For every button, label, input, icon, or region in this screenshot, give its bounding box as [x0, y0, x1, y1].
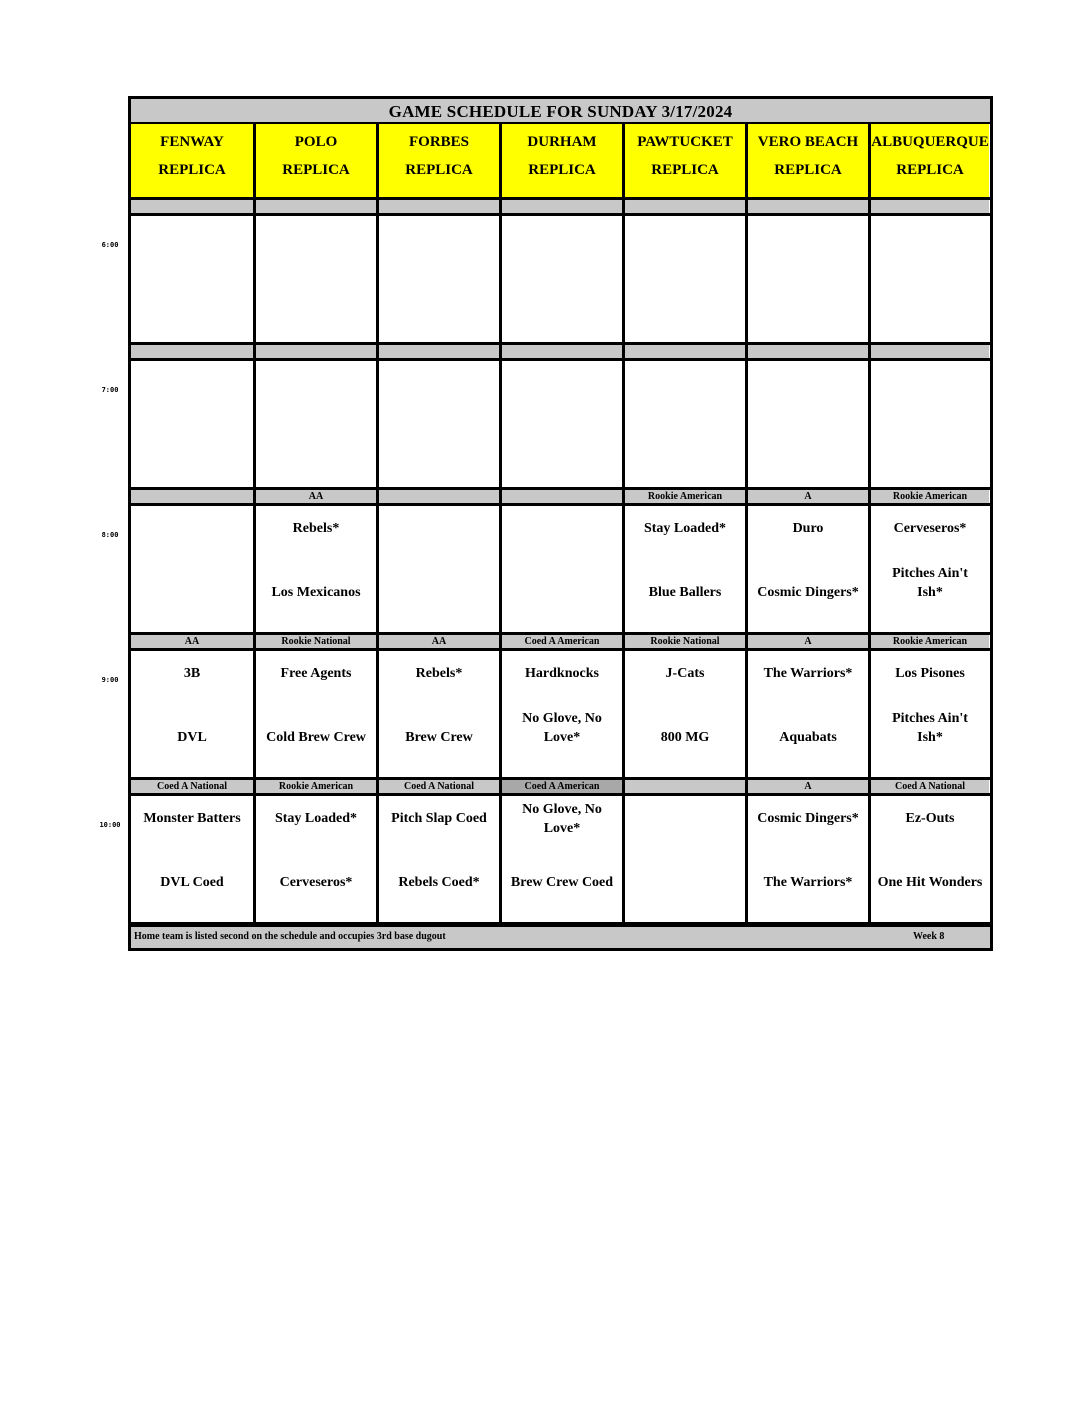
division-label — [131, 345, 253, 358]
away-team: Free Agents — [280, 666, 352, 681]
division-label: A — [748, 780, 868, 793]
venue-header — [131, 124, 253, 198]
home-team: Brew Crew — [405, 730, 473, 745]
division-label: Coed A American — [502, 635, 622, 648]
footer-note: Home team is listed second on the schedule and occupies 3rd base dugout — [134, 931, 446, 942]
venue-header — [625, 124, 745, 198]
time-label: 10:00 — [99, 821, 121, 829]
home-team: Aquabats — [779, 730, 837, 745]
division-label — [502, 490, 622, 503]
division-label — [871, 345, 989, 358]
venue-subtitle: REPLICA — [528, 162, 596, 178]
game-cell — [871, 796, 989, 920]
home-team: No Glove, No Love* — [522, 711, 602, 745]
game-cell — [748, 796, 868, 920]
away-team: Duro — [792, 521, 824, 536]
game-cell — [256, 506, 376, 630]
division-label: Coed A National — [871, 780, 989, 793]
venue-name: FENWAY — [160, 134, 224, 150]
venue-subtitle: REPLICA — [774, 162, 842, 178]
game-cell — [379, 651, 499, 775]
home-team: Pitches Ain't Ish* — [892, 566, 968, 600]
game-cell — [748, 361, 868, 485]
division-label — [625, 200, 745, 213]
division-label: AA — [256, 490, 376, 503]
home-team: Brew Crew Coed — [510, 875, 614, 890]
away-team: Rebels* — [415, 666, 463, 681]
game-cell — [379, 361, 499, 485]
away-team: Hardknocks — [525, 666, 599, 681]
game-cell — [131, 361, 253, 485]
away-team: Stay Loaded* — [643, 521, 727, 536]
game-cell — [502, 651, 622, 775]
division-label — [748, 200, 868, 213]
game-cell — [131, 506, 253, 630]
game-cell — [379, 796, 499, 920]
game-cell — [871, 506, 989, 630]
venue-header — [256, 124, 376, 198]
venue-name: ALBUQUERQUE — [871, 134, 989, 150]
away-team: Monster Batters — [143, 811, 241, 826]
venue-subtitle: REPLICA — [158, 162, 226, 178]
division-label: Rookie National — [625, 635, 745, 648]
game-cell — [748, 506, 868, 630]
game-cell — [256, 361, 376, 485]
division-label: Rookie American — [256, 780, 376, 793]
game-cell — [625, 216, 745, 340]
home-team: 800 MG — [660, 730, 710, 745]
away-team: Cosmic Dingers* — [757, 811, 859, 826]
time-label: 9:00 — [101, 676, 119, 684]
division-label — [625, 345, 745, 358]
away-team: Stay Loaded* — [274, 811, 358, 826]
time-label: 8:00 — [101, 531, 119, 539]
home-team: Cold Brew Crew — [266, 730, 366, 745]
game-cell — [748, 651, 868, 775]
schedule-footer — [131, 925, 990, 948]
venue-header — [502, 124, 622, 198]
game-cell — [625, 651, 745, 775]
game-cell — [379, 506, 499, 630]
division-label: A — [748, 490, 868, 503]
game-cell — [131, 216, 253, 340]
away-team: J-Cats — [665, 666, 705, 681]
game-cell — [256, 796, 376, 920]
division-label — [871, 200, 989, 213]
game-cell — [871, 361, 989, 485]
division-label: AA — [379, 635, 499, 648]
division-label: Rookie National — [256, 635, 376, 648]
game-cell — [502, 361, 622, 485]
schedule-title: GAME SCHEDULE FOR SUNDAY 3/17/2024 — [131, 99, 990, 124]
division-label: Coed A National — [379, 780, 499, 793]
game-cell — [256, 651, 376, 775]
home-team: Rebels Coed* — [398, 875, 480, 890]
home-team: One Hit Wonders — [877, 875, 983, 890]
home-team: The Warriors* — [763, 875, 853, 890]
home-team: Pitches Ain't Ish* — [892, 711, 968, 745]
division-label — [256, 345, 376, 358]
away-team: Cerveseros* — [893, 521, 967, 536]
division-label: Rookie American — [871, 490, 989, 503]
home-team: Cosmic Dingers* — [757, 585, 859, 600]
venue-name: VERO BEACH — [757, 134, 859, 150]
home-team: DVL Coed — [160, 875, 224, 890]
venue-name: PAWTUCKET — [637, 134, 733, 150]
venue-header — [379, 124, 499, 198]
home-team: Los Mexicanos — [271, 585, 361, 600]
division-label — [379, 345, 499, 358]
division-label: Coed A American — [502, 780, 622, 793]
away-team: 3B — [183, 666, 201, 681]
division-label — [625, 780, 745, 793]
game-cell — [871, 651, 989, 775]
venue-subtitle: REPLICA — [896, 162, 964, 178]
time-label: 7:00 — [101, 386, 119, 394]
game-cell — [502, 796, 622, 920]
venue-header — [871, 124, 989, 198]
division-label: Rookie American — [871, 635, 989, 648]
away-team: The Warriors* — [763, 666, 853, 681]
game-cell — [131, 796, 253, 920]
schedule-table — [128, 96, 993, 951]
away-team: No Glove, No Love* — [522, 802, 602, 836]
division-label — [748, 345, 868, 358]
game-cell — [625, 796, 745, 920]
away-team: Rebels* — [292, 521, 340, 536]
game-cell — [625, 361, 745, 485]
division-label — [131, 200, 253, 213]
venue-subtitle: REPLICA — [405, 162, 473, 178]
venue-name: POLO — [294, 134, 338, 150]
home-team: Cerveseros* — [279, 875, 353, 890]
game-cell — [256, 216, 376, 340]
game-cell — [502, 216, 622, 340]
venue-name: FORBES — [408, 134, 469, 150]
home-team: DVL — [177, 730, 207, 745]
venue-name: DURHAM — [527, 134, 597, 150]
division-label: A — [748, 635, 868, 648]
division-label — [502, 345, 622, 358]
division-label — [379, 200, 499, 213]
game-cell — [871, 216, 989, 340]
game-cell — [131, 651, 253, 775]
venue-header — [748, 124, 868, 198]
division-label: Rookie American — [625, 490, 745, 503]
division-label — [502, 200, 622, 213]
away-team: Los Pisones — [895, 666, 965, 681]
venue-subtitle: REPLICA — [651, 162, 719, 178]
week-label: Week 8 — [913, 931, 945, 942]
game-cell — [625, 506, 745, 630]
division-label — [256, 200, 376, 213]
game-cell — [748, 216, 868, 340]
time-label: 6:00 — [101, 241, 119, 249]
away-team: Pitch Slap Coed — [391, 811, 487, 826]
home-team: Blue Ballers — [648, 585, 722, 600]
division-label — [379, 490, 499, 503]
game-cell — [379, 216, 499, 340]
game-cell — [502, 506, 622, 630]
division-label: AA — [131, 635, 253, 648]
division-label: Coed A National — [131, 780, 253, 793]
away-team: Ez-Outs — [905, 811, 955, 826]
venue-subtitle: REPLICA — [282, 162, 350, 178]
division-label — [131, 490, 253, 503]
